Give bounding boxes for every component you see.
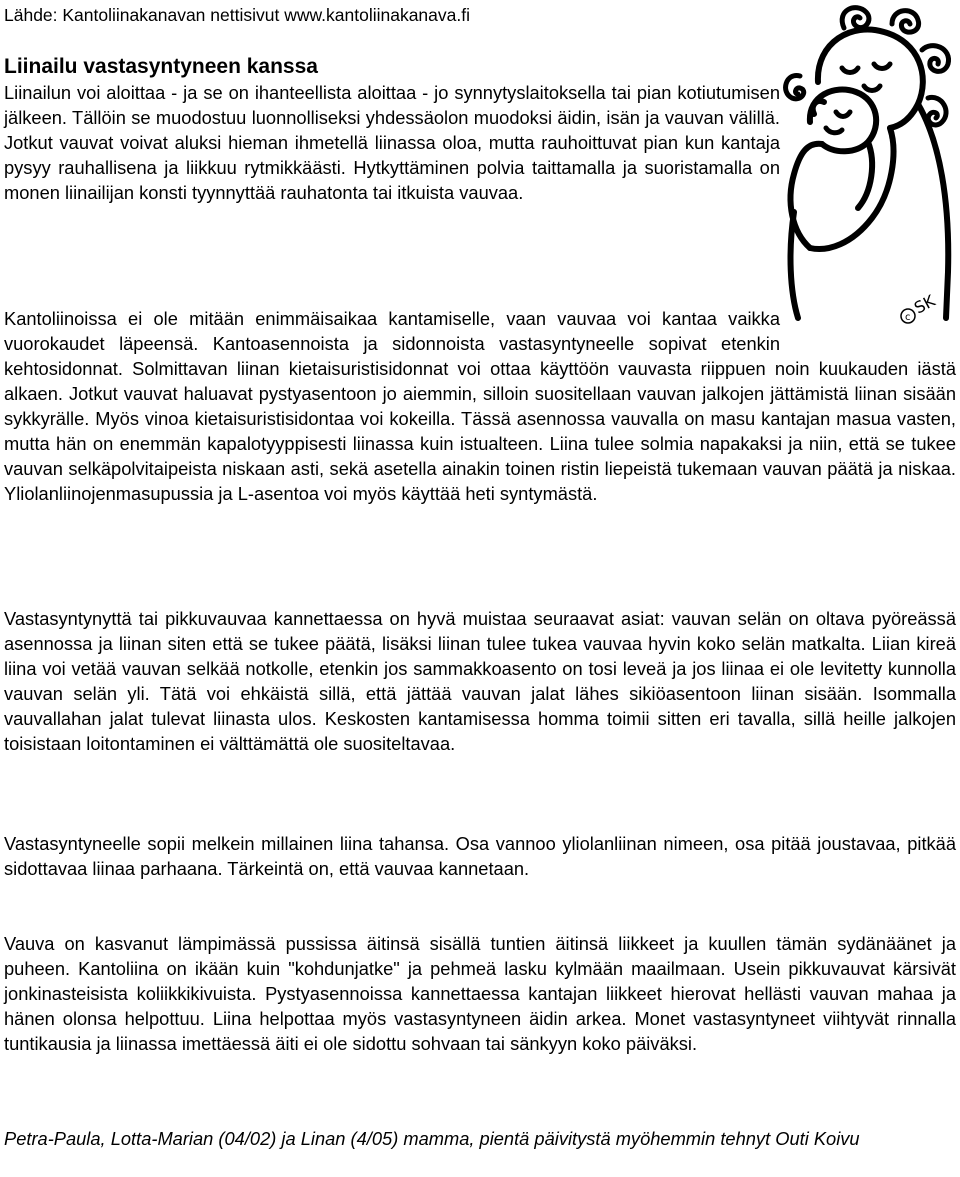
baby-face: [826, 112, 850, 133]
source-line: Lähde: Kantoliinakanavan nettisivut www.kantoliinakanava.fi: [4, 5, 470, 25]
svg-text:SK: SK: [910, 291, 939, 318]
article-title: Liinailu vastasyntyneen kanssa: [4, 55, 318, 78]
paragraph-2: [4, 306, 956, 506]
paragraph-1: Liinailun voi aloittaa - ja se on ihanteellista aloittaa - jo synnytyslaitoksella tai pian kotiutumisen jälkeen. Tällöin se muodostuu luonnolliseksi yhdessäolon muodoksi äidin, isän ja vauvan välillä. Jotkut vauvat voivat aluksi hieman ihmetellä liinassa oloa, mutta rauhoittuvat pian kun kantaja pysyy rauhallisena ja liikkuu rytmikkäästi. Hytkyttäminen polvia taittamalla ja suoristamalla on monen liinailijan konsti tyynnyttää rauhatonta tai itkuista vauvaa.: [4, 82, 780, 203]
paragraph-3: Vastasyntynyttä tai pikkuvauvaa kannettaessa on hyvä muistaa seuraavat asiat: vauvan selän on oltava pyöreässä asennossa ja liinan siten että se tukee päätä, lisäksi liinan tulee tukea vauvaa hyvin koko selän matkalta. Liian kireä liina voi vetää vauvan selkää notkolle, etenkin jos sammakkoasento on tosi leveä ja jos liinaa ei ole levitetty kunnolla vauvan selän yli. Tätä voi ehkäistä sillä, että jättää vauvan jalat lähes sikiöasentoon liinan sisään. Isommalla vauvallahan jalat tulevat liinasta ulos. Keskosten kantamisessa homma toimii sitten eri tavalla, sillä heille jalkojen toisistaan loitontaminen ei välttämättä ole suositeltavaa.: [4, 608, 956, 754]
mother-and-baby-sling-icon: [780, 2, 956, 332]
paragraph-2-text: Kantoliinoissa ei ole mitään enimmäisaikaa kantamiselle, vaan vauvaa voi kantaa vaikka vuorokaudet läpeensä. Kantoasennoista ja sidonnoista vastasyntyneelle sopivat etenkin kehtosidonnat. Solmittavan liinan kietaisuristisidonnat voi ottaa käyttöön vauvasta riippuen noin kuukauden iästä alkaen. Jotkut vauvat haluavat pystyasentoon jo aiemmin, silloin suositellaan vauvan jalkojen jättämistä liinan sisään sykkyrälle. Myös vinoa kietaisuristisidontaa voi kokeilla. Tässä asennossa vauvalla on masu kantajan masua vasten, mutta hän on enemmän kapalotyyppisesti liinassa kuin istualteen. Liina tulee solmia napakaksi ja niin, että se tukee vauvan selkäpolvitaipeista niskaan asti, sekä asetella ainakin toinen ristin liepeistä tukemaan vauvan päätä ja niskaa. Yliolanliinojenmasupussia ja L-asentoa voi myös käyttää heti syntymästä.: [4, 308, 956, 504]
paragraph-4: Vastasyntyneelle sopii melkein millainen liina tahansa. Osa vannoo yliolanliinan nimeen, osa pitää joustavaa, pitkää sidottavaa liinaa parhaana. Tärkeintä on, että vauvaa kannetaan.: [4, 833, 956, 879]
svg-text:c: c: [905, 312, 911, 323]
paragraph-5: Vauva on kasvanut lämpimässä pussissa äitinsä sisällä tuntien äitinsä liikkeet ja kuullen tämän sydänäänet ja puheen. Kantoliina on ikään kuin "kohdunjatke" ja pehmeä lasku kylmään maailmaan. Usein pikkuvauvat kärsivät jonkinasteisista koliikkikivuista. Pystyasennoissa kannettaessa kantajan liikkeet hierovat hellästi vauvan mahaa ja hänen olonsa helpottuu. Liina helpottaa myös vastasyntyneen äidin arkea. Monet vastasyntyneet viihtyvät rinnalla tuntikausia ja liinassa imettäessä äiti ei ole sidottu sohvaan tai sänkyyn koko päiväksi.: [4, 933, 956, 1054]
author-signature: Petra-Paula, Lotta-Marian (04/02) ja Linan (4/05) mamma, pientä päivitystä myöhemmin tehnyt Outi Koivu: [4, 1128, 860, 1149]
mother-face: [842, 64, 890, 91]
mother-head-outline: [818, 29, 923, 128]
copyright-sk-mark: [901, 291, 939, 323]
